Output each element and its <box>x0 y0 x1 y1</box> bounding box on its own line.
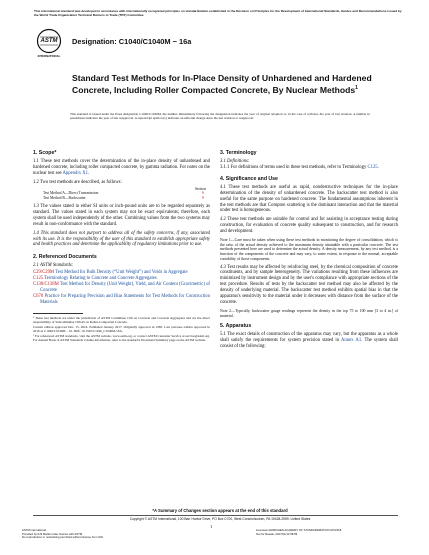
method-row: Test Method B—Backscatter 9 <box>43 196 204 201</box>
para-4-1: 4.1 These test methods are useful as rapid, nondestructive techniques for the in-place determination of the density of unhardened concrete. The backscatter test method is also useful for the same purpose on hardened concrete. The fundamental assumptions inherent in the test methods are that Compton scattering is the dominant interaction and that the material under test is homogeneous. <box>220 184 398 214</box>
footnote-rule <box>33 313 83 314</box>
section-col-header: Section <box>194 186 206 191</box>
standard-note: This standard is issued under the fixed designation C1040/C1040M; the number immediately following the designation indicates the year of original adoption or, in the case of revision, the year of last revision. A number in parentheses indicates the year of last reapproval. A superscript epsilon (ε) indicates an editorial change since the last revision or reapproval. <box>70 112 370 121</box>
method-row: Test Method A—Direct Transmission 6 <box>43 191 204 196</box>
footer-right-line: Licensee=HHIROHEN ACADEMY OF STANDARDIZATION 6072218 <box>256 528 342 532</box>
logo-text: ASTM <box>40 38 58 44</box>
title-superscript: 1 <box>355 85 358 92</box>
footnote-1: ¹ These test methods are under the jurisdiction of ASTM Committee C09 on Concrete and Concrete Aggregates and are the direct responsibility of Subcommittee C09.45 on Roller-Compacted Concrete. <box>33 315 210 324</box>
para-5-1: 5.1 The exact details of construction of the apparatus may vary, but the apparatus as a whole shall satisfy the requirements for system precision stated in Annex A1. The system shall consist of the following: <box>220 332 399 350</box>
section-5-heading: 5. Apparatus <box>220 323 252 330</box>
logo-sub: INTERNATIONAL <box>37 54 61 58</box>
footer-left-line: No reproduction or networking permitted without license from IHS <box>22 535 103 539</box>
section-2-heading: 2. Referenced Documents <box>33 254 97 261</box>
top-notice: This international standard was developed in accordance with internationally recognized principles on standardization established in the Decision on Principles for the Development of International Standards, Guides and Recommendations issued by the World Trade Organization Technical Barriers to Trade (TBT) Committee. <box>34 9 402 17</box>
referenced-docs-list <box>33 270 210 305</box>
ref-item[interactable]: C138/C138M Test Method for Density (Unit Weight), Yield, and Air Content (Gravimetric) of Concrete <box>33 282 210 293</box>
copyright-line: Copyright © ASTM International, 100 Barr Harbor Drive, PO Box C700, West Conshohocken, PA 19428-2959. United States <box>129 517 311 521</box>
para-4-2: 4.2 These test methods are suitable for control and for assisting in acceptance testing during construction, for evaluation of concrete quality subsequent to construction, and for research and development. <box>220 217 398 235</box>
astm-logo <box>34 28 64 60</box>
para-2-1: 2.1 ASTM Standards: <box>33 263 74 269</box>
left-column <box>33 150 210 342</box>
methods-table <box>33 187 210 201</box>
para-3-1-1: 3.1.1 For definitions of terms used in these test methods, refer to Terminology C125. <box>220 164 379 170</box>
para-1-3: 1.3 The values stated in either SI units or inch-pound units are to be regarded separately as standard. The values stated in each system may not be exact equivalents; therefore, each system shall be used independently of the other. Combining values from the two systems may result in non-conformance with the standard. <box>33 204 210 227</box>
appendix-x1-link[interactable]: Appendix X1 <box>62 170 88 176</box>
section-1-heading: 1. Scope* <box>33 150 57 156</box>
summary-of-changes-notice: *A Summary of Changes section appears at the end of this standard <box>152 508 288 513</box>
para-1-1: 1.1 These test methods cover the determination of the in-place density of unhardened and hardened concrete, including roller compacted concrete, by gamma radiation. For notes on the nuclear test see Appendix X1. <box>33 159 210 176</box>
footer-rule <box>33 515 398 516</box>
annex-a1-link[interactable]: Annex A1 <box>341 338 362 344</box>
footer-right <box>256 529 416 536</box>
section-4-heading: 4. Significance and Use <box>220 175 278 182</box>
note-1: Note 1—Care must be taken when using these test methods in monitoring the degree of consolidation, which is the ratio of the actual density achieved to the maximum density attainable with a particular concrete. The test methods presented here are used to determine the actual density. A density measurement, by any test method, is a function of the components of the concrete and may vary, to some extent, in response to the normal, acceptable variability of those components. <box>220 238 398 261</box>
ref-item[interactable]: C29/C29M Test Method for Bulk Density (“Unit Weight”) and Voids in Aggregate <box>33 270 188 276</box>
designation: Designation: C1040/C1040M − 16a <box>72 37 192 46</box>
ref-item[interactable]: C670 Practice for Preparing Precision and Bias Statements for Test Methods for Construction Materials <box>33 293 210 305</box>
para-4-3: 4.3 Test results may be affected by reinforcing steel, by the chemical composition of concrete constituents, and by sample heterogeneity. The variations resulting from these influences are minimized by instrument design and by the user's compliance with appropriate sections of the test procedure. Results of tests by the backscatter test method may also be affected by the density of underlying material. The backscatter test method exhibits spatial bias in that the apparatus's sensitivity to the material under it decreases with distance from the surface of the concrete. <box>220 264 398 306</box>
footer-right-line: Not for Resale, 2017/01/12 08:59 <box>256 531 298 536</box>
ref-item[interactable]: C125 Terminology Relating to Concrete and Concrete Aggregates <box>33 276 157 282</box>
section-3-heading: 3. Terminology <box>220 150 257 156</box>
footnote-1b: Current edition approved Dec. 15, 2016. Published January 2017. Originally approved in 1985. Last previous edition approved in 2016 as C1040/C1040M – 16. DOI: 10.1520/C1040_C1040M-16A. <box>33 324 210 333</box>
note-2: Note 2—Typically, backscatter gauge readings represent the density in the top 75 to 100 mm [3 to 4 in.] of material. <box>220 308 398 318</box>
page-title <box>72 73 372 96</box>
right-column <box>220 150 398 350</box>
footer-left-line: Provided by IHS Markit under license with ASTM <box>22 531 83 536</box>
para-1-2: 1.2 Two test methods are described, as follows: <box>33 179 122 185</box>
footer-left <box>22 529 182 540</box>
para-1-4: 1.4 This standard does not purport to address all of the safety concerns, if any, associated with its use. It is the responsibility of the user of this standard to establish appropriate safety and health practices and determine the applicability of regulatory limitations prior to use. <box>33 230 210 248</box>
para-3-1: 3.1 Definitions: <box>220 159 250 164</box>
page-number: 1 <box>210 524 213 529</box>
c125-link[interactable]: C125 <box>367 164 378 170</box>
footnote-2: ² For referenced ASTM standards, visit the ASTM website, www.astm.org, or contact ASTM Customer Service at service@astm.org. For Annual Book of ASTM Standards volume information, refer to the standard's Document Summary page on the ASTM website. <box>33 334 210 343</box>
title-text: Standard Test Methods for In-Place Density of Unhardened and Hardened Concrete, Including Roller Compacted Concrete, By Nuclear Methods <box>72 73 372 96</box>
footer-left-line: ASTM International <box>22 528 46 532</box>
